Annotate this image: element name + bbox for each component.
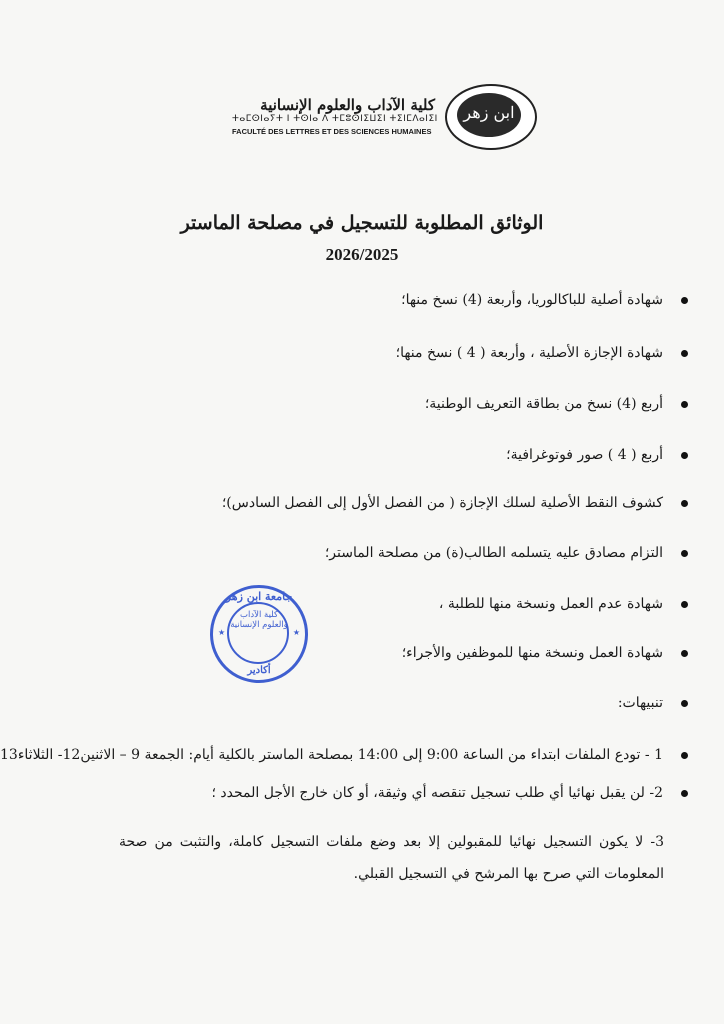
star-icon: ★ [292,628,300,637]
bullet-icon [681,452,688,459]
list-item [396,345,688,361]
bullet-icon [681,401,688,408]
notes-heading-text: تنبيهات: [617,695,663,711]
notes-heading [618,695,688,711]
bullet-icon [681,500,688,507]
bullet-icon [681,700,688,707]
list-item-text: أربع (4) نسخ من بطاقة التعريف الوطنية؛ [424,396,663,412]
list-item-text: شهادة أصلية للباكالوريا، وأربعة (4) نسخ منها؛ [401,292,663,308]
note-1-text: 1 - تودع الملفات ابتداء من الساعة 9:00 إلى 14:00 بمصلحة الماستر بالكلية أيام: الجمعة 9 – الاثنين12- الثلاثاء13 [0,747,663,763]
list-item-text: شهادة عدم العمل ونسخة منها للطلبة ، [438,596,663,612]
faculty-name-tifinagh: ⵜⴰⵎⵙⵏⴰⵢⵜ ⵏ ⵜⵙⵏⴰ ⴷ ⵜⵎⵓⵙⵏⵉⵡⵉⵏ ⵜⵉⵏⵎⴷⴰⵏⵉⵏ [232,114,438,124]
bullet-icon [681,790,688,797]
list-item [402,645,688,661]
list-item-text: كشوف النقط الأصلية لسلك الإجازة ( من الفصل الأول إلى الفصل السادس)؛ [221,495,663,511]
stamp-university: جامعة ابن زهر [225,590,293,603]
list-item [401,292,688,308]
bullet-icon [681,601,688,608]
note-3: 3- لا يكون التسجيل نهائيا للمقبولين إلا بعد وضع ملفات التسجيل كاملة، والتثبت من صحة المعلومات التي صرح بها المرشح في التسجيل القبلي. [119,834,664,882]
official-stamp [210,585,308,683]
faculty-name-arabic: كلية الآداب والعلوم الإنسانية [260,96,435,114]
seal-emblem [457,93,521,137]
university-seal-logo [445,84,537,150]
bullet-icon [681,752,688,759]
star-icon: ★ [218,628,226,637]
list-item [325,545,688,561]
bullet-icon [681,297,688,304]
bullet-icon [681,550,688,557]
list-item [425,396,688,412]
bullet-icon [681,650,688,657]
list-item [506,447,688,463]
list-item-text: أربع ( 4 ) صور فوتوغرافية؛ [506,447,663,463]
list-item [439,596,688,612]
faculty-name-french: FACULTÉ DES LETTRES ET DES SCIENCES HUMAINES [232,127,432,136]
bullet-icon [681,350,688,357]
stamp-city: أكادير [247,665,271,676]
seal-text: ابن زهر [463,103,515,122]
document-title: الوثائق المطلوبة للتسجيل في مصلحة الماستر [180,212,544,234]
stamp-faculty: كلية الآداب والعلوم الإنسانية [230,610,288,630]
list-item [222,495,688,511]
list-item-text: التزام مصادق عليه يتسلمه الطالب(ة) من مصلحة الماستر؛ [324,545,663,561]
note-1 [0,744,688,764]
academic-year: 2026/2025 [325,245,399,264]
note-2 [212,785,688,801]
note-2-text: 2- لن يقبل نهائيا أي طلب تسجيل تنقصه أي وثيقة، أو كان خارج الأجل المحدد ؛ [211,785,663,801]
faculty-header [230,78,550,148]
list-item-text: شهادة العمل ونسخة منها للموظفين والأجراء؛ [401,645,663,661]
list-item-text: شهادة الإجازة الأصلية ، وأربعة ( 4 ) نسخ منها؛ [395,345,663,361]
